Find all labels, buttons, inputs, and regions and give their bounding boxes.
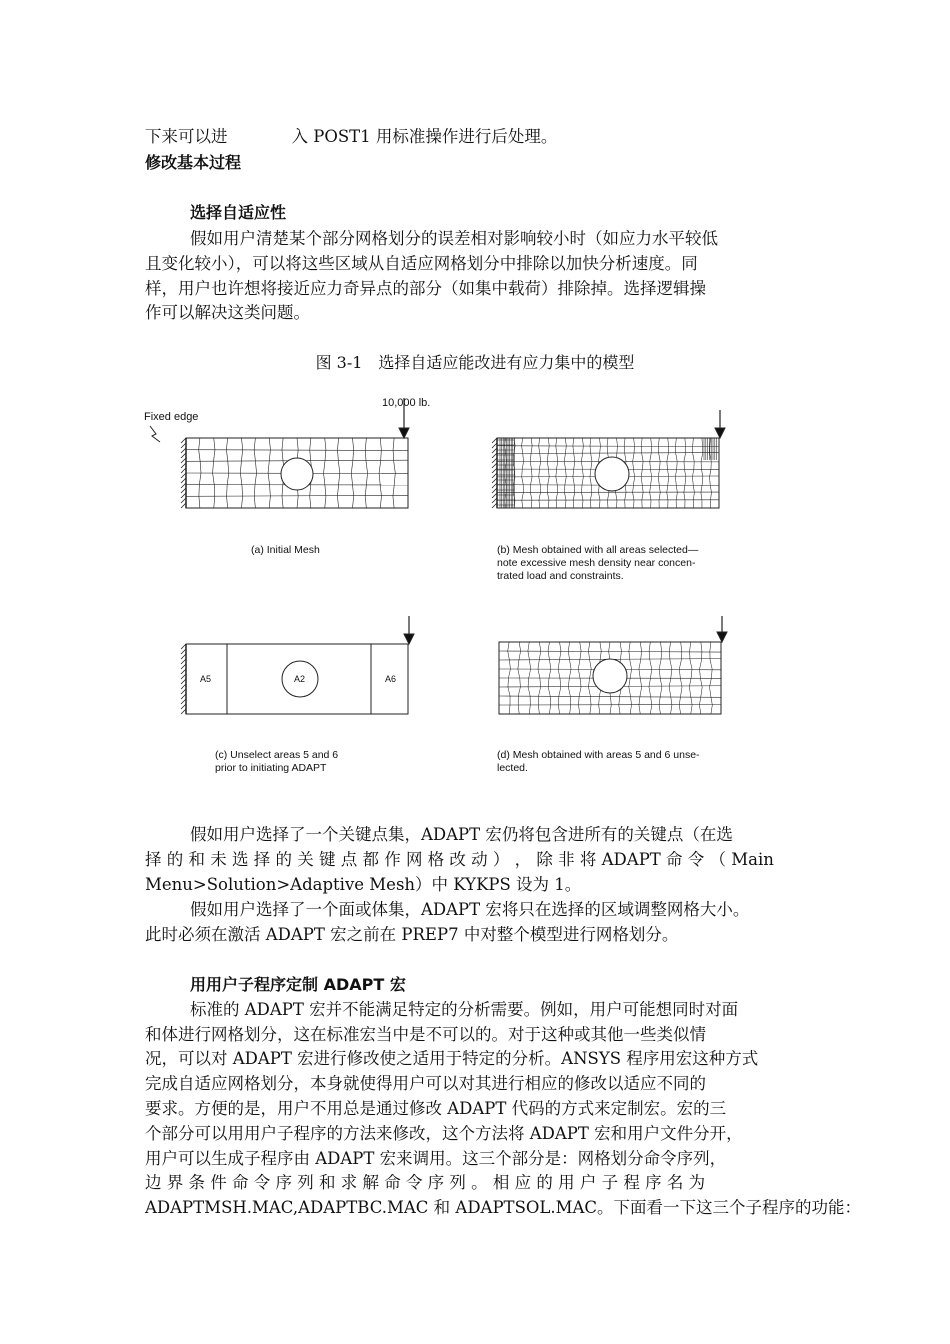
figure-label-d-line: (d) Mesh obtained with areas 5 and 6 unse- — [497, 749, 700, 761]
figure-label-d-line: lected. — [497, 762, 528, 774]
mesh-figure — [0, 390, 950, 810]
paragraph-line: 样，用户也许想将接近应力奇异点的部分（如集中载荷）排除掉。选择逻辑操 — [145, 279, 706, 298]
paragraph-line: 且变化较小），可以将这些区域从自适应网格划分中排除以加快分析速度。同 — [145, 254, 698, 273]
paragraph-line: 用户可以生成子程序由 ADAPT 宏来调用。这三个部分是：网格划分命令序列， — [145, 1149, 727, 1168]
panel-d-refined-mesh — [499, 616, 727, 714]
panel-b-refined-mesh — [492, 410, 725, 508]
figure-label-c-line: (c) Unselect areas 5 and 6 — [215, 749, 339, 761]
paragraph-line: 假如用户选择了一个关键点集，ADAPT 宏仍将包含进所有的关键点（在选 — [190, 825, 733, 844]
panel-a-initial-mesh — [144, 397, 430, 508]
paragraph-line: 边 界 条 件 命 令 序 列 和 求 解 命 令 序 列 。 相 应 的 用 户 子 程 序 名 为 — [145, 1173, 706, 1192]
area-a2-label: A2 — [294, 674, 306, 684]
paragraph-line: 个部分可以用用户子程序的方法来修改，这个方法将 ADAPT 宏和用户文件分开， — [145, 1124, 743, 1143]
load-label: 10,000 lb. — [382, 397, 431, 409]
panel-c-unselect-areas — [181, 616, 414, 714]
paragraph-line: 此时必须在激活 ADAPT 宏之前在 PREP7 中对整个模型进行网格划分。 — [145, 925, 679, 944]
area-a6-label: A6 — [385, 674, 397, 684]
area-a5-label: A5 — [200, 674, 212, 684]
paragraph-line: 作可以解决这类问题。 — [145, 303, 310, 322]
section-heading: 修改基本过程 — [145, 153, 242, 172]
text-line — [145, 124, 557, 149]
subsection-heading: 选择自适应性 — [190, 203, 287, 222]
paragraph-line: 完成自适应网格划分，本身就使得用户可以对其进行相应的修改以适应不同的 — [145, 1074, 706, 1093]
paragraph-line: 要求。方便的是，用户不用总是通过修改 ADAPT 代码的方式来定制宏。宏的三 — [145, 1099, 727, 1118]
paragraph-line: 择 的 和 未 选 择 的 关 键 点 都 作 网 格 改 动 ） ， 除 非 将 ADAPT 命 令 （ Main — [145, 850, 774, 869]
paragraph-line: Menu>Solution>Adaptive Mesh）中 KYKPS 设为 1。 — [145, 875, 582, 894]
paragraph-line: 和体进行网格划分，这在标准宏当中是不可以的。对于这种或其他一些类似情 — [145, 1025, 706, 1044]
paragraph-line: 标准的 ADAPT 宏并不能满足特定的分析需要。例如，用户可能想同时对面 — [190, 1000, 739, 1019]
text-fragment: 下来可以进 — [145, 127, 228, 146]
paragraph-line: 假如用户选择了一个面或体集，ADAPT 宏将只在选择的区域调整网格大小。 — [190, 900, 750, 919]
paragraph-line: 假如用户清楚某个部分网格划分的误差相对影响较小时（如应力水平较低 — [190, 229, 718, 248]
figure-label-a: (a) Initial Mesh — [251, 544, 320, 556]
text-fragment: 入 POST1 用标准操作进行后处理。 — [291, 127, 558, 146]
figure-label-b-line: (b) Mesh obtained with all areas selected— — [497, 544, 699, 556]
fixed-edge-label: Fixed edge — [144, 411, 199, 423]
paragraph-line: 况，可以对 ADAPT 宏进行修改使之适用于特定的分析。ANSYS 程序用宏这种方式 — [145, 1049, 759, 1068]
figure-label-b-line: trated load and constraints. — [497, 570, 624, 582]
paragraph-line: ADAPTMSH.MAC,ADAPTBC.MAC 和 ADAPTSOL.MAC。下面看一下这三个子程序的功能： — [145, 1198, 862, 1217]
figure-label-c-line: prior to initiating ADAPT — [215, 762, 327, 774]
subsection-heading: 用用户子程序定制 ADAPT 宏 — [190, 975, 406, 994]
figure-label-b-line: note excessive mesh density near concen- — [497, 557, 696, 569]
figure-caption: 图 3-1 选择自适应能改进有应力集中的模型 — [315, 353, 635, 372]
